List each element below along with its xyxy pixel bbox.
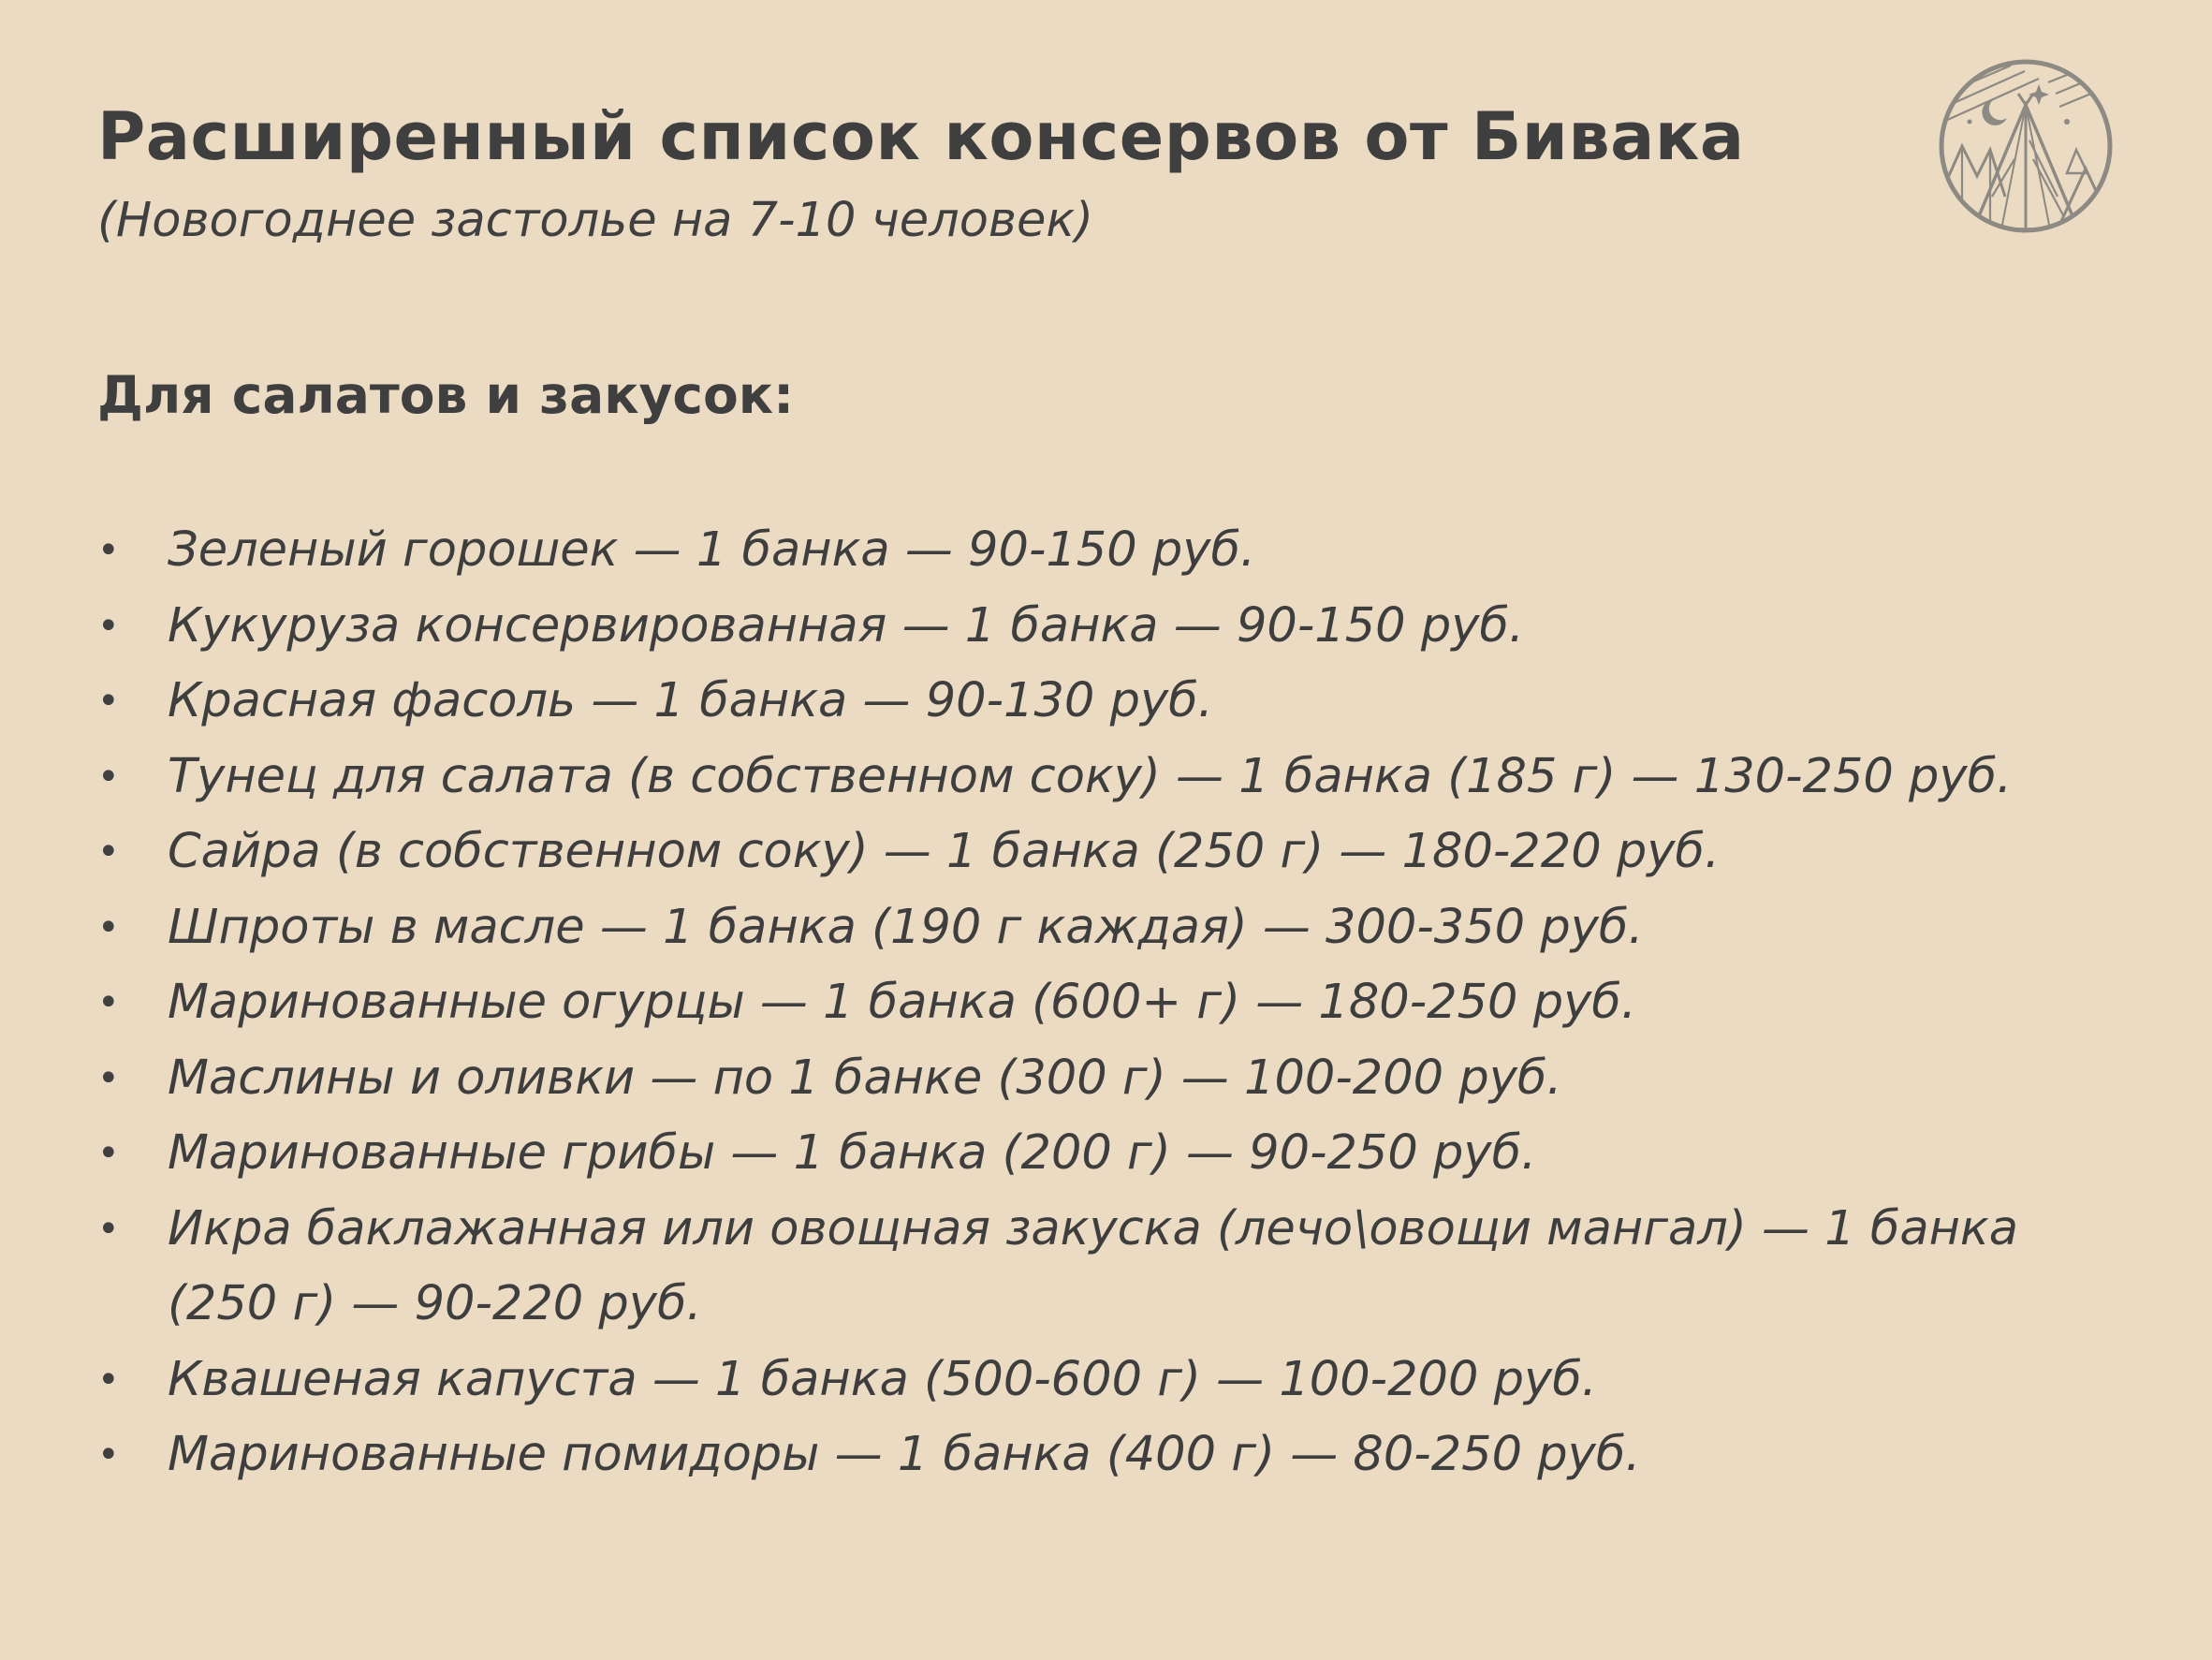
list-item-text: Кукуруза консервированная — 1 банка — 90-150 руб.: [168, 597, 1525, 654]
list-item-text: Шпроты в масле — 1 банка (190 г каждая) — 300-350 руб.: [168, 899, 1644, 955]
bullet-icon: •: [97, 529, 120, 572]
list-item: [97, 1418, 2110, 1493]
bullet-icon: •: [97, 1433, 120, 1476]
list-item-text: Икра баклажанная или овощная закуска (лечо\овощи мангал) — 1 банка (250 г) — 90-220 руб.: [168, 1200, 2018, 1331]
bullet-icon: •: [97, 1358, 120, 1402]
list-item-text: Красная фасоль — 1 банка — 90-130 руб.: [168, 673, 1213, 728]
list-item: [97, 1041, 2110, 1117]
list-item: [97, 513, 2110, 589]
bullet-icon: •: [97, 1207, 120, 1251]
list-item-text: Маринованные грибы — 1 банка (200 г) — 90-250 руб.: [168, 1125, 1537, 1181]
bullet-icon: •: [97, 1132, 120, 1175]
list-item: [97, 965, 2110, 1041]
list-item-text: Квашеная капуста — 1 банка (500-600 г) — 100-200 руб.: [168, 1351, 1597, 1407]
list-item-text: Сайра (в собственном соку) — 1 банка (250 г) — 180-220 руб.: [168, 824, 1721, 879]
list-item: [97, 815, 2110, 890]
bullet-icon: •: [97, 755, 120, 799]
list-item: [97, 1343, 2110, 1418]
bullet-icon: •: [97, 604, 120, 648]
list-item: [97, 1116, 2110, 1192]
camp-tent-moon-logo-icon: [1936, 56, 2116, 236]
section-heading: Для салатов и закусок:: [97, 365, 795, 425]
list-item: [97, 890, 2110, 966]
list-item: [97, 664, 2110, 740]
list-item: [97, 589, 2110, 665]
list-item-text: Зеленый горошек — 1 банка — 90-150 руб.: [168, 522, 1256, 578]
bullet-icon: •: [97, 830, 120, 874]
list-item-text: Маринованные помидоры — 1 банка (400 г) — 80-250 руб.: [168, 1427, 1641, 1482]
bullet-icon: •: [97, 905, 120, 949]
page-title: Расширенный список консервов от Бивака: [97, 98, 1745, 175]
canned-goods-list: [97, 513, 2110, 1493]
list-item: [97, 740, 2110, 815]
bullet-icon: •: [97, 981, 120, 1024]
bullet-icon: •: [97, 1056, 120, 1100]
list-item: [97, 1192, 2110, 1343]
page-subtitle: (Новогоднее застолье на 7-10 человек): [97, 193, 1094, 248]
list-item-text: Маслины и оливки — по 1 банке (300 г) — 100-200 руб.: [168, 1050, 1562, 1106]
list-item-text: Маринованные огурцы — 1 банка (600+ г) — 180-250 руб.: [168, 975, 1636, 1030]
list-item-text: Тунец для салата (в собственном соку) — 1 банка (185 г) — 130-250 руб.: [168, 748, 2013, 804]
bullet-icon: •: [97, 680, 120, 723]
